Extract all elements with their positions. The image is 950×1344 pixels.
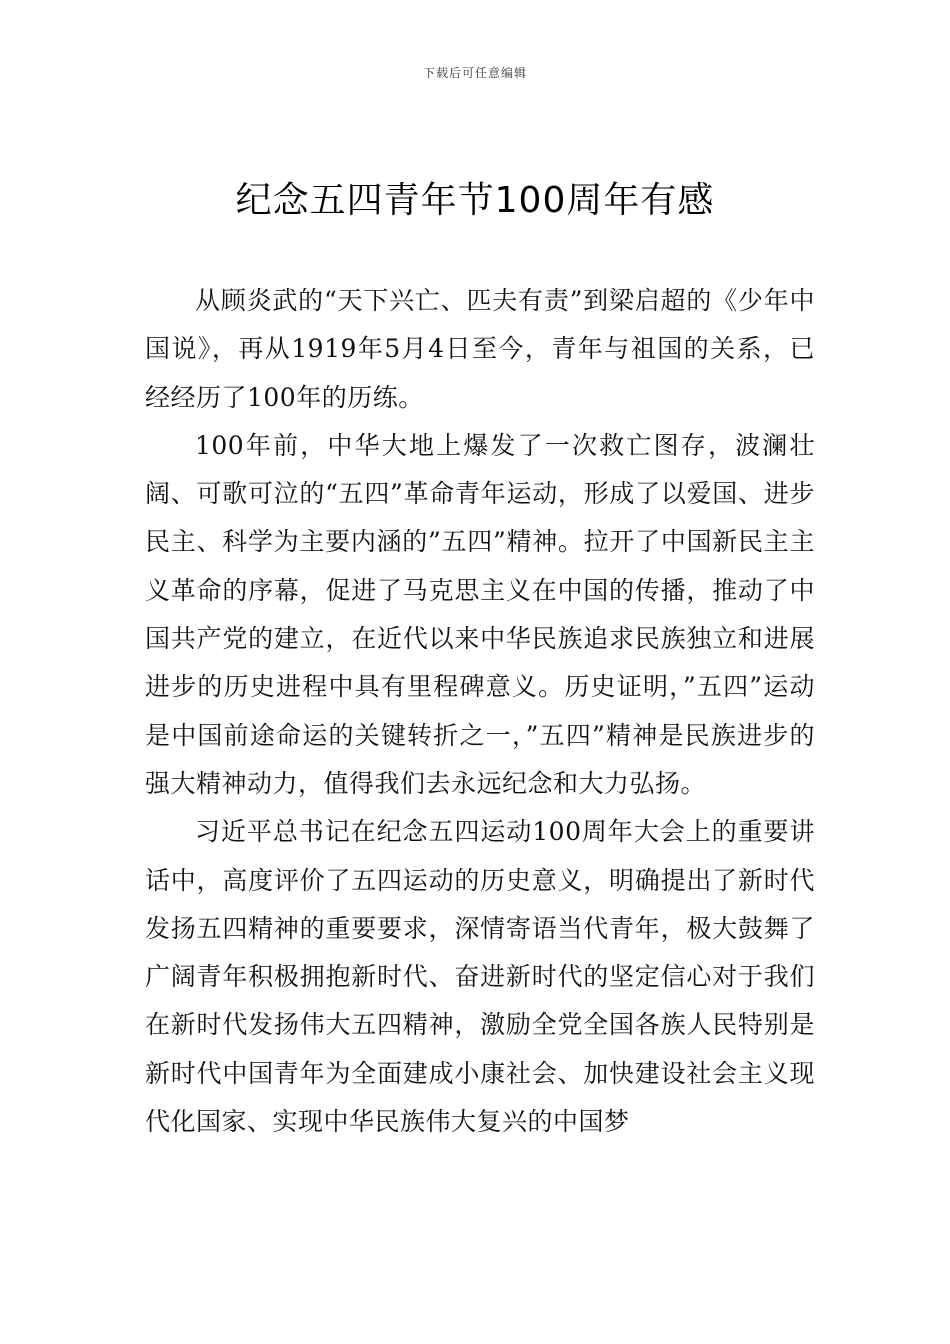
document-title: 纪念五四青年节100周年有感 bbox=[235, 180, 715, 221]
document-body bbox=[145, 277, 815, 1146]
paragraph-2: 100年前，中华大地上爆发了一次救亡图存，波澜壮阔、可歌可泣的“五四”革命青年运动，形成了以爱国、进步民主、科学为主要内涵的”五四”精神。拉开了中国新民主主义革命的序幕，促进了马克思主义在中国的传播，推动了中国共产党的建立，在近代以来中华民族追求民族独立和进展进步的历史进程中具有里程碑意义。历史证明，”五四”运动是中国前途命运的关键转折之一，”五四”精神是民族进步的强大精神动力，值得我们去永远纪念和大力弘扬。 bbox=[145, 430, 815, 798]
paragraph-1: 从顾炎武的“天下兴亡、匹夫有责”到梁启超的《少年中国说》，再从1919年5月4日至今，青年与祖国的关系，已经经历了100年的历练。 bbox=[145, 286, 815, 412]
paragraph-3: 习近平总书记在纪念五四运动100周年大会上的重要讲话中，高度评价了五四运动的历史意义，明确提出了新时代发扬五四精神的重要要求，深情寄语当代青年，极大鼓舞了广阔青年积极拥抱新时代、奋进新时代的坚定信心对于我们在新时代发扬伟大五四精神，激励全党全国各族人民特别是新时代中国青年为全面建成小康社会、加快建设社会主义现代化国家、实现中华民族伟大复兴的中国梦 bbox=[145, 817, 815, 1137]
header-note: 下载后可任意编辑 bbox=[422, 66, 527, 80]
